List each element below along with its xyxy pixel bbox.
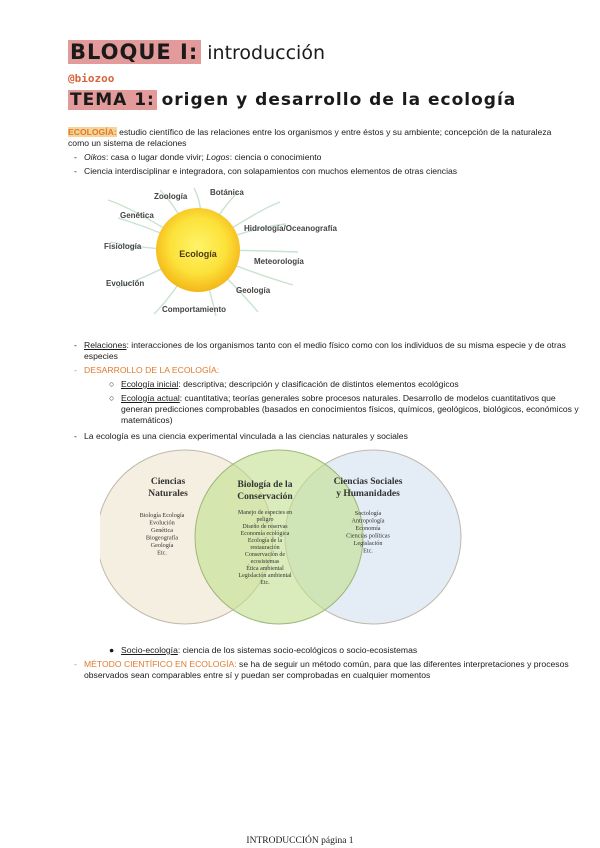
sun-label-comportamiento: Comportamiento bbox=[162, 305, 226, 314]
sun-label-genetica: Genética bbox=[120, 211, 154, 220]
desarrollo-heading: DESARROLLO DE LA ECOLOGÍA: bbox=[84, 365, 220, 375]
venn-conservation-item: Economía ecológica bbox=[240, 531, 290, 537]
oikos-def: : casa o lugar donde vivir; bbox=[105, 152, 207, 162]
ecologia-actual-term: Ecología actual bbox=[121, 393, 180, 403]
venn-conservation-item: Diseño de reservas bbox=[242, 524, 288, 530]
socio-ecologia-text: : ciencia de los sistemas socio-ecológicos o socio-ecosistemas bbox=[177, 645, 418, 655]
oikos-term: Oikos bbox=[84, 152, 106, 162]
sun-label-evolucion: Evolución bbox=[106, 279, 145, 288]
tema-heading bbox=[68, 90, 516, 110]
list-item-etymology: - Oikos: casa o lugar donde vivir; Logos: ciencia o conocimiento bbox=[74, 152, 322, 162]
list-item-socio-ecologia: ● Socio-ecología: ciencia de los sistemas socio-ecológicos o socio-ecosistemas bbox=[109, 645, 418, 655]
list-item-ecologia-inicial: ○ Ecología inicial: descriptiva; descripción y clasificación de distintos elementos ecológicos bbox=[109, 379, 459, 389]
venn-natural-title-1: Ciencias bbox=[150, 477, 186, 487]
interdisciplinary-text: Ciencia interdisciplinar e integradora, con solapamientos con muchos elementos de otras ciencias bbox=[84, 166, 458, 176]
metodo-text: se ha de seguir un método común, para que las diferentes interpretaciones y procesos observados sean comparables entre sí y puedan ser comprobadas en cualquier momentos bbox=[84, 659, 569, 680]
sciences-venn-diagram bbox=[100, 447, 470, 627]
sun-label-fisiologia: Fisiología bbox=[104, 242, 142, 251]
sun-label-botanica: Botánica bbox=[210, 188, 244, 197]
socio-ecologia-term: Socio-ecología bbox=[121, 645, 178, 655]
ecology-sun-diagram bbox=[98, 180, 358, 320]
venn-natural-item: Etc. bbox=[157, 549, 167, 557]
list-item-experimental: - La ecología es una ciencia experimental vinculada a las ciencias naturales y sociales bbox=[74, 431, 408, 441]
ecologia-inicial-term: Ecología inicial bbox=[121, 379, 179, 389]
relaciones-text: : interacciones de los organismos tanto con el medio físico como con los individuos de su misma especie y de otras especies bbox=[84, 340, 566, 361]
bloque-heading bbox=[68, 40, 325, 66]
venn-conservation-title-1: Biología de la bbox=[237, 480, 293, 490]
logos-term: Logos bbox=[206, 152, 230, 162]
ecologia-definition bbox=[68, 127, 568, 149]
venn-social-title-1: Ciencias Sociales bbox=[333, 477, 403, 487]
ecologia-definition-text: estudio científico de las relaciones entre los organismos y entre éstos y su ambiente; concepción de la naturaleza como un sistema de relaciones bbox=[68, 127, 552, 148]
venn-social-item: Sociología bbox=[354, 510, 382, 517]
relaciones-term: Relaciones bbox=[84, 340, 127, 350]
venn-natural-item: Biología Ecología bbox=[139, 512, 185, 519]
venn-natural-title-2: Naturales bbox=[148, 489, 188, 499]
sun-label-zoologia: Zoología bbox=[154, 192, 188, 201]
venn-social-item: Legislación bbox=[353, 540, 383, 547]
venn-conservation-item: Legislación ambiental bbox=[238, 573, 292, 579]
page-footer: INTRODUCCIÓN página 1 bbox=[246, 836, 354, 846]
tema-label: TEMA 1: bbox=[70, 90, 155, 110]
venn-social-item: Economía bbox=[355, 525, 381, 532]
venn-conservation-item: restauración bbox=[250, 545, 280, 551]
metodo-heading: MÉTODO CIENTÍFICO EN ECOLOGÍA: bbox=[84, 659, 237, 669]
venn-social-item: Ciencias políticas bbox=[346, 532, 390, 540]
venn-conservation-item: Etc. bbox=[260, 580, 270, 586]
venn-social-title-2: y Humanidades bbox=[336, 489, 400, 499]
list-item-metodo: - MÉTODO CIENTÍFICO EN ECOLOGÍA: se ha de seguir un método común, para que las diferentes interpretaciones y procesos observados sean comparables entre sí y puedan ser comprobadas en cualquier momentos bbox=[74, 659, 569, 680]
list-item-desarrollo: - DESARROLLO DE LA ECOLOGÍA: bbox=[74, 365, 220, 375]
ecologia-actual-text: : cuantitativa; teorías generales sobre procesos naturales. Desarrollo de modelos cuantitativos que generan predicciones comprobables (basados en conocimientos físicos, químicos, geológicos, biológicos, económicos y matemáticos) bbox=[121, 393, 579, 425]
sun-center-label: Ecología bbox=[179, 249, 217, 259]
venn-conservation-item: peligro bbox=[256, 517, 274, 523]
venn-conservation-item: ecosistemas bbox=[250, 559, 280, 565]
venn-natural-item: Genética bbox=[151, 527, 173, 534]
list-item-interdisciplinary: - Ciencia interdisciplinar e integradora, con solapamientos con muchos elementos de otras ciencias bbox=[74, 166, 458, 176]
tema-title: origen y desarrollo de la ecología bbox=[161, 90, 517, 110]
venn-natural-item: Evolución bbox=[149, 519, 175, 527]
venn-conservation-item: Conservación de bbox=[244, 552, 286, 558]
bloque-title: introducción bbox=[207, 42, 325, 64]
venn-natural-item: Biogeografía bbox=[145, 534, 179, 542]
list-item-ecologia-actual: ○ Ecología actual: cuantitativa; teorías generales sobre procesos naturales. Desarrollo de modelos cuantitativos que generan predicciones comprobables (basados en conocimientos físicos, químicos, geológicos, biológicos, económicos y matemáticos) bbox=[109, 393, 579, 425]
venn-conservation-title-2: Conservación bbox=[237, 492, 293, 502]
sun-label-hidrologia: Hidrología/Oceanografía bbox=[244, 224, 337, 233]
venn-social-item: Etc. bbox=[363, 547, 373, 555]
sun-label-meteorologia: Meteorología bbox=[254, 257, 304, 266]
experimental-text: La ecología es una ciencia experimental vinculada a las ciencias naturales y sociales bbox=[84, 431, 408, 441]
sun-label-geologia: Geología bbox=[236, 286, 271, 295]
ecologia-inicial-text: : descriptiva; descripción y clasificación de distintos elementos ecológicos bbox=[178, 379, 459, 389]
logos-def: : ciencia o conocimiento bbox=[229, 152, 322, 162]
ecologia-term: ECOLOGÍA: bbox=[68, 127, 117, 137]
venn-social-item: Antropología bbox=[351, 517, 385, 525]
bloque-label: BLOQUE I: bbox=[68, 40, 201, 64]
author-handle: @biozoo bbox=[68, 72, 115, 85]
venn-conservation-item: Ética ambiental bbox=[246, 566, 284, 572]
venn-natural-item: Geología bbox=[150, 542, 174, 549]
venn-conservation-item: Ecología de la bbox=[247, 538, 283, 544]
list-item-relaciones: - Relaciones: interacciones de los organismos tanto con el medio físico como con los individuos de su misma especie y de otras especies bbox=[74, 340, 566, 361]
venn-conservation-item: Manejo de especies en bbox=[237, 510, 293, 516]
